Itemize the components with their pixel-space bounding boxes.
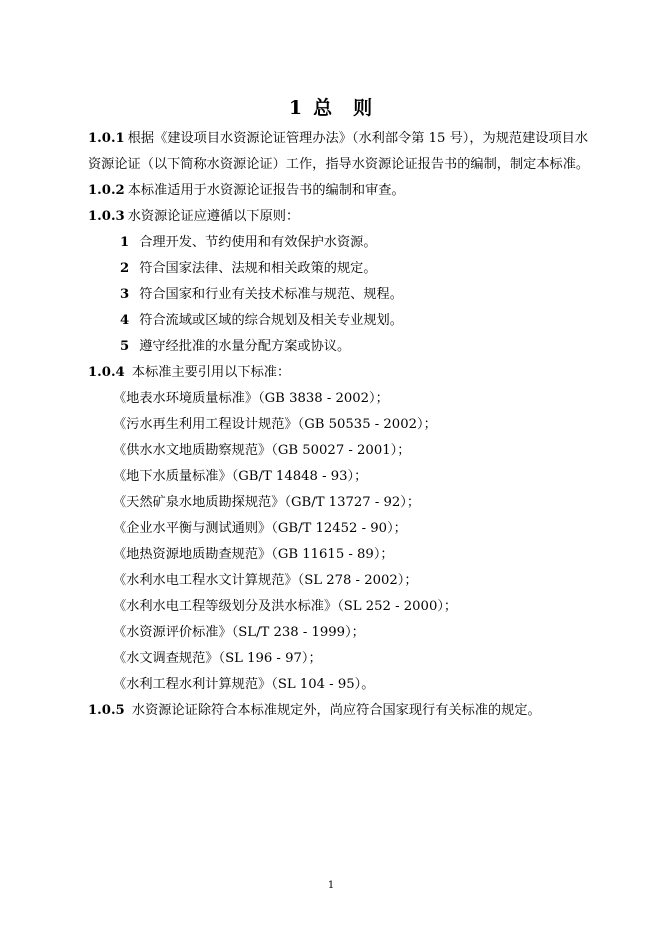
standard-reference: 《天然矿泉水地质勘探规范》（GB/T 13727 - 92）； [113,495,421,510]
clause-1-0-1-line-1 [88,130,588,148]
clause-1-0-2 [88,182,405,200]
page-number: 1 [327,880,335,891]
clause-text: 本标准适用于水资源论证报告书的编制和审查。 [127,183,405,198]
principle-item [120,286,403,304]
principle-number: 2 [120,261,130,276]
standard-reference: 《水文调查规范》（SL 196 - 97）； [113,651,322,666]
chapter-number: 1 [288,97,304,119]
clause-text: 水资源论证应遵循以下原则： [127,209,300,224]
principle-text: 遵守经批准的水量分配方案或协议。 [139,339,351,354]
principle-item [120,338,350,356]
standard-reference: 《水利水电工程等级划分及洪水标准》（SL 252 - 2000）； [113,599,458,614]
principle-item [120,234,377,252]
principle-number: 4 [120,313,130,328]
standard-reference: 《地表水环境质量标准》（GB 3838 - 2002）； [113,391,389,406]
clause-number: 1.0.5 [88,703,125,718]
chapter-title-text: 总 则 [313,97,374,119]
standard-reference: 《地下水质量标准》（GB/T 14848 - 93）； [113,469,368,484]
principle-text: 符合国家和行业有关技术标准与规范、规程。 [139,287,403,302]
clause-number: 1.0.4 [88,365,125,380]
principle-number: 1 [120,235,130,250]
principle-text: 合理开发、节约使用和有效保护水资源。 [139,235,377,250]
principle-item [120,312,403,330]
standard-reference: 《污水再生利用工程设计规范》（GB 50535 - 2002）； [113,417,437,432]
clause-number: 1.0.3 [88,209,125,224]
standard-reference: 《企业水平衡与测试通则》（GB/T 12452 - 90）； [113,521,407,536]
clause-text: 水资源论证除符合本标准规定外，尚应符合国家现行有关标准的规定。 [131,703,541,718]
clause-text: 根据《建设项目水资源论证管理办法》（水利部令第 15 号），为规范建设项目水 [127,131,589,146]
clause-1-0-1-line-2 [88,156,589,174]
principle-number: 3 [120,287,130,302]
principle-text: 符合国家法律、法规和相关政策的规定。 [139,261,377,276]
clause-number: 1.0.1 [88,131,125,146]
clause-text: 本标准主要引用以下标准： [131,365,291,380]
clause-1-0-4 [88,364,290,382]
principle-number: 5 [120,339,130,354]
clause-text: 资源论证（以下简称水资源论证）工作，指导水资源论证报告书的编制，制定本标准。 [88,157,590,172]
principle-text: 符合流域或区域的综合规划及相关专业规划。 [139,313,403,328]
clause-number: 1.0.2 [88,183,125,198]
principle-item [120,260,377,278]
standard-reference: 《地热资源地质勘查规范》（GB 11615 - 89）； [113,547,394,562]
clause-1-0-3 [88,208,299,226]
clause-1-0-5 [88,702,541,720]
chapter-title [0,93,662,120]
standard-reference: 《水利水电工程水文计算规范》（SL 278 - 2002）； [113,573,418,588]
standard-reference: 《水资源评价标准》（SL/T 238 - 1999）； [113,625,365,640]
standard-reference: 《水利工程水利计算规范》（SL 104 - 95）。 [113,677,375,692]
standard-reference: 《供水水文地质勘察规范》（GB 50027 - 2001）； [113,443,411,458]
